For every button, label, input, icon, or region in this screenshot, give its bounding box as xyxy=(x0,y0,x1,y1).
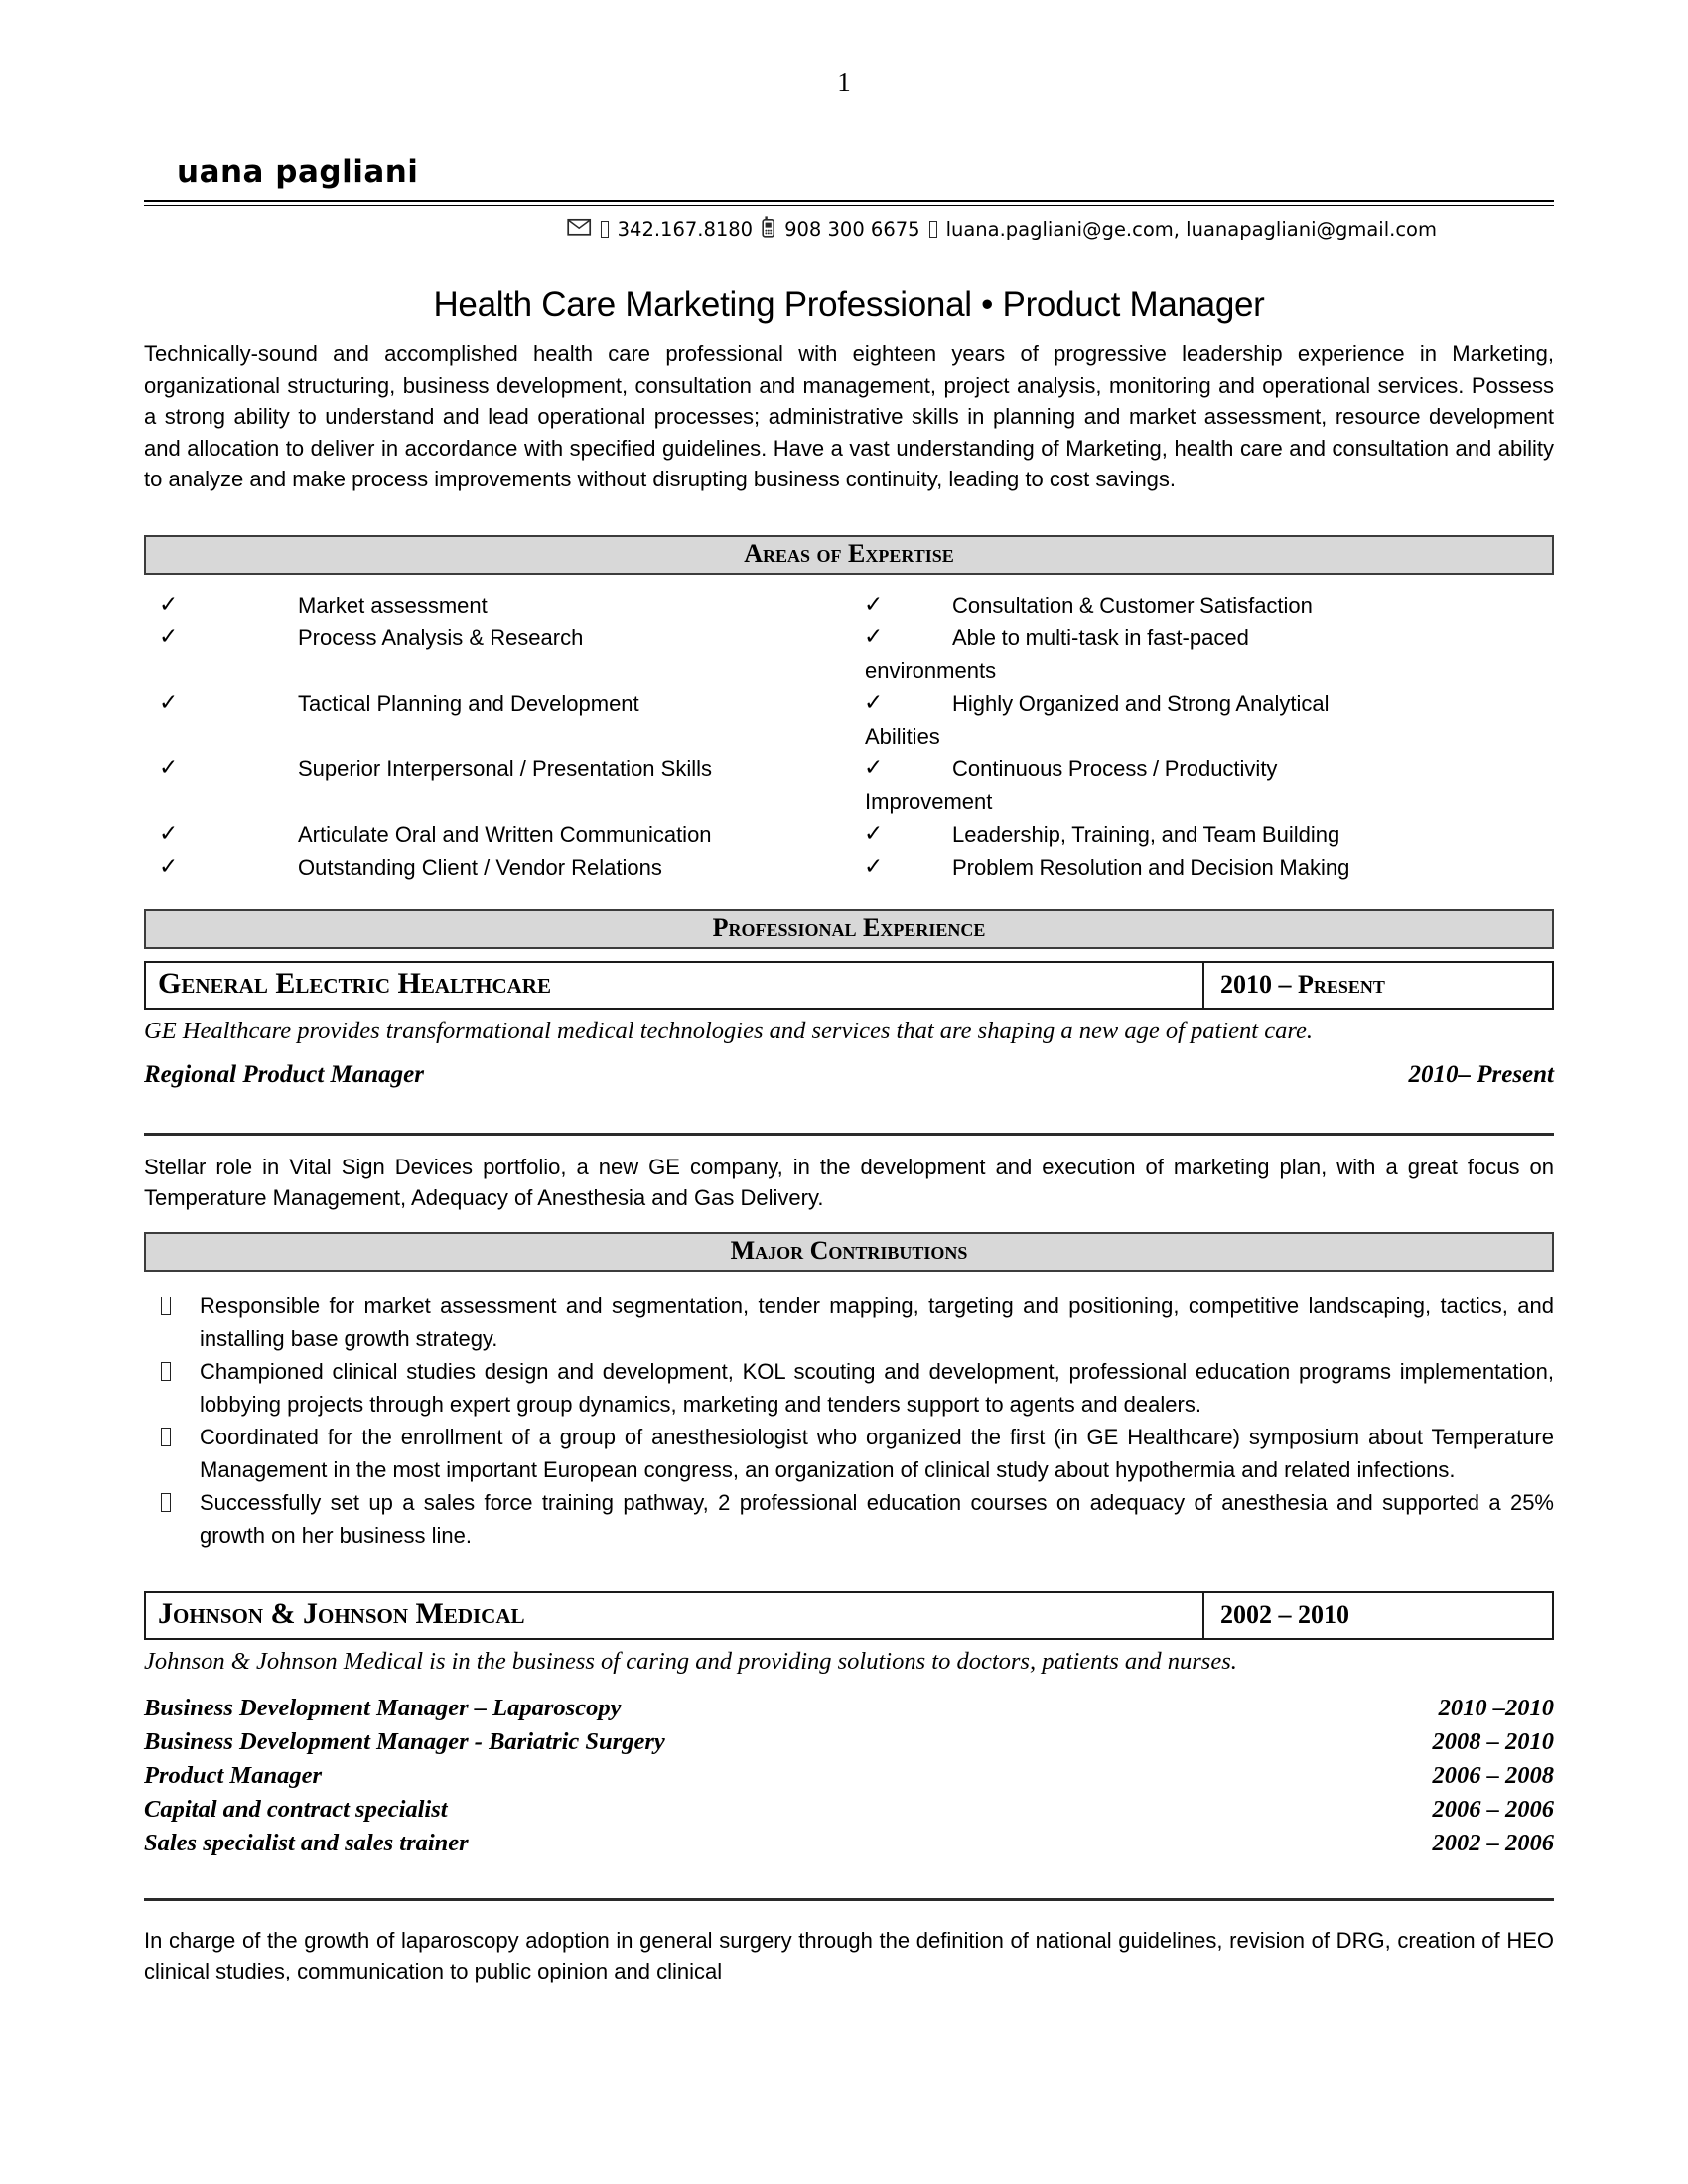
check-icon: ✓ xyxy=(864,820,884,847)
company-header-ge xyxy=(144,961,1554,1010)
expertise-item-label: Able to multi-task in fast-paced environments xyxy=(865,624,1249,683)
role-title: Business Development Manager - Bariatric Surgery xyxy=(144,1727,665,1755)
expertise-row xyxy=(144,752,1554,818)
envelope-icon xyxy=(567,218,592,242)
expertise-row xyxy=(144,818,1554,851)
email-addresses: luana.pagliani@ge.com, luanapagliani@gmail.com xyxy=(945,218,1437,241)
check-icon: ✓ xyxy=(159,754,179,781)
professional-title: Health Care Marketing Professional • Product Manager xyxy=(433,285,1265,324)
section-header-professional-experience: Professional Experience xyxy=(144,909,1554,949)
expertise-list xyxy=(144,589,1554,884)
check-icon: ✓ xyxy=(159,591,179,617)
summary-paragraph: Technically-sound and accomplished health care professional with eighteen years of progressive leadership experience in Marketing, organizational structuring, business development, consultation and management, project analysis, monitoring and operational services. Possess a strong ability to understand and lead operational processes; administrative skills in planning and market assessment, resource development and allocation to deliver in accordance with specified guidelines. Have a vast understanding of Marketing, health care and consultation and ability to analyze and make process improvements without disrupting business continuity, leading to cost savings. xyxy=(144,341,1554,491)
company-period: 2002 – 2010 xyxy=(1202,1593,1552,1638)
bullet-box-icon xyxy=(161,1493,171,1512)
role-summary: In charge of the growth of laparoscopy adoption in general surgery through the definition of national guidelines, revision of DRG, creation of HEO clinical studies, communication to public opinion and clinical xyxy=(144,1927,1554,1983)
expertise-item xyxy=(849,818,1369,851)
list-item xyxy=(144,1290,1554,1355)
expertise-item xyxy=(144,818,849,851)
expertise-item xyxy=(849,621,1369,687)
horizontal-rule xyxy=(144,1133,1554,1136)
contributions-list xyxy=(144,1290,1554,1552)
expertise-item-label: Process Analysis & Research xyxy=(298,624,584,650)
role-period: 2002 – 2006 xyxy=(1432,1829,1554,1856)
expertise-item-label: Highly Organized and Strong Analytical Abilities xyxy=(865,690,1330,749)
role-period: 2010 –2010 xyxy=(1438,1694,1554,1721)
phone-number-1: 342.167.8180 xyxy=(617,218,754,241)
horizontal-rule xyxy=(144,1898,1554,1901)
check-icon: ✓ xyxy=(159,689,179,716)
check-icon: ✓ xyxy=(159,820,179,847)
role-title: Sales specialist and sales trainer xyxy=(144,1829,469,1856)
check-icon: ✓ xyxy=(159,853,179,880)
contact-line xyxy=(144,216,1554,243)
expertise-item xyxy=(849,589,1369,621)
bullet-box-icon xyxy=(161,1428,171,1446)
contribution-text: Coordinated for the enrollment of a group of anesthesiologist who organized the first (in GE Healthcare) symposium about Temperature Management in the most important European congress, an organization of clinical study about hypothermia and related infections. xyxy=(200,1424,1554,1482)
company-header-jnj xyxy=(144,1591,1554,1640)
role-row xyxy=(144,1793,1554,1827)
mobile-phone-icon xyxy=(762,216,775,243)
expertise-item-label: Outstanding Client / Vendor Relations xyxy=(298,854,662,880)
role-period: 2008 – 2010 xyxy=(1432,1727,1554,1755)
role-title: Business Development Manager – Laparoscopy xyxy=(144,1694,622,1721)
missing-glyph-icon xyxy=(601,221,609,238)
role-title: Product Manager xyxy=(144,1761,323,1789)
expertise-item-label: Consultation & Customer Satisfaction xyxy=(952,592,1313,617)
expertise-item-label: Continuous Process / Productivity Improvement xyxy=(865,755,1278,814)
expertise-item xyxy=(144,752,849,818)
role-period: 2010– Present xyxy=(1408,1060,1554,1088)
check-icon: ✓ xyxy=(864,754,884,781)
role-period: 2006 – 2008 xyxy=(1432,1761,1554,1789)
expertise-row xyxy=(144,851,1554,884)
expertise-item xyxy=(849,752,1369,818)
role-row xyxy=(144,1827,1554,1860)
phone-number-2: 908 300 6675 xyxy=(784,218,920,241)
check-icon: ✓ xyxy=(159,623,179,650)
expertise-item-label: Market assessment xyxy=(298,592,488,617)
contribution-text: Responsible for market assessment and segmentation, tender mapping, targeting and positioning, competitive landscaping, tactics, and installing base growth strategy. xyxy=(200,1293,1554,1351)
company-period: 2010 – Present xyxy=(1202,963,1552,1008)
bullet-box-icon xyxy=(161,1297,171,1315)
expertise-item xyxy=(849,687,1369,752)
candidate-name: uana pagliani xyxy=(144,154,1554,206)
check-icon: ✓ xyxy=(864,623,884,650)
list-item xyxy=(144,1355,1554,1421)
contribution-text: Championed clinical studies design and development, KOL scouting and development, professional education programs implementation, lobbying projects through expert group dynamics, marketing and tenders support to agents and dealers. xyxy=(200,1358,1554,1417)
role-row xyxy=(144,1692,1554,1725)
expertise-item xyxy=(144,621,849,687)
role-title: Capital and contract specialist xyxy=(144,1795,448,1823)
expertise-item-label: Tactical Planning and Development xyxy=(298,690,639,716)
section-header-major-contributions: Major Contributions xyxy=(144,1232,1554,1272)
role-summary: Stellar role in Vital Sign Devices portfolio, a new GE company, in the development and execution of marketing plan, with a great focus on Temperature Management, Adequacy of Anesthesia and Gas Delivery. xyxy=(144,1154,1554,1210)
check-icon: ✓ xyxy=(864,591,884,617)
section-header-areas-of-expertise: Areas of Expertise xyxy=(144,535,1554,575)
expertise-item-label: Articulate Oral and Written Communication xyxy=(298,821,712,847)
expertise-item xyxy=(849,851,1369,884)
role-row xyxy=(144,1759,1554,1793)
list-item xyxy=(144,1486,1554,1552)
list-item xyxy=(144,1421,1554,1486)
check-icon: ✓ xyxy=(864,853,884,880)
company-name: General Electric Healthcare xyxy=(158,966,551,1000)
expertise-item-label: Problem Resolution and Decision Making xyxy=(952,854,1350,880)
check-icon: ✓ xyxy=(864,689,884,716)
company-description: Johnson & Johnson Medical is in the business of caring and providing solutions to doctors, patients and nurses. xyxy=(144,1647,1237,1675)
bullet-box-icon xyxy=(161,1362,171,1381)
expertise-item-label: Leadership, Training, and Team Building xyxy=(952,821,1340,847)
company-description: GE Healthcare provides transformational medical technologies and services that are shaping a new age of patient care. xyxy=(144,1017,1313,1044)
expertise-row xyxy=(144,621,1554,687)
expertise-item xyxy=(144,589,849,621)
expertise-item xyxy=(144,687,849,752)
expertise-item xyxy=(144,851,849,884)
expertise-row xyxy=(144,687,1554,752)
contribution-text: Successfully set up a sales force training pathway, 2 professional education courses on adequacy of anesthesia and supported a 25% growth on her business line. xyxy=(200,1489,1554,1548)
missing-glyph-icon xyxy=(929,221,937,238)
expertise-row xyxy=(144,589,1554,621)
role-title: Regional Product Manager xyxy=(144,1060,424,1088)
jnj-roles-list xyxy=(144,1692,1554,1860)
role-row xyxy=(144,1061,1554,1089)
page-number: 1 xyxy=(837,68,851,97)
role-period: 2006 – 2006 xyxy=(1432,1795,1554,1823)
company-name: Johnson & Johnson Medical xyxy=(158,1596,525,1630)
role-row xyxy=(144,1725,1554,1759)
expertise-item-label: Superior Interpersonal / Presentation Skills xyxy=(298,755,712,781)
